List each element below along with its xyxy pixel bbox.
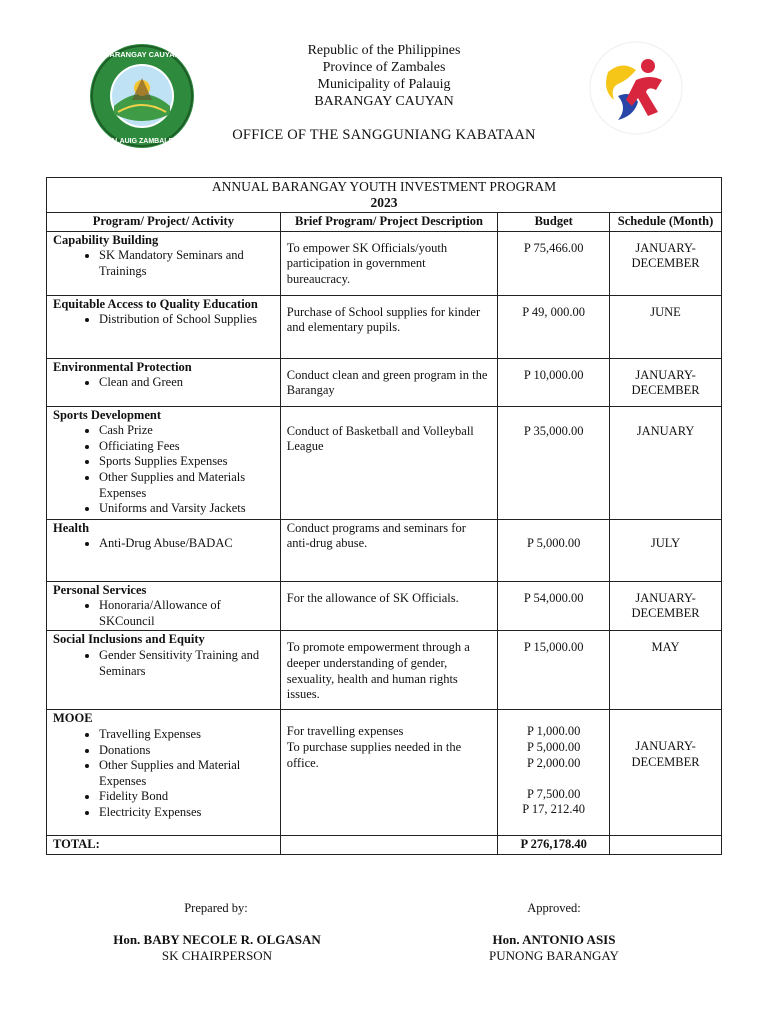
schedule-value: JULY [650,535,681,550]
budget-cell [498,519,610,581]
schedule-cell [610,295,722,358]
table-title-row [47,178,722,213]
column-header-row [47,213,722,232]
table-row [47,406,722,519]
description-cell [280,710,498,836]
schedule-cell [610,231,722,295]
program-description: For the allowance of SK Officials. [286,590,459,605]
prepared-by-label: Prepared by: [184,901,248,915]
budget-cell [498,231,610,295]
program-description: Conduct clean and green program in the Barangay [286,367,488,398]
schedule-cell [610,358,722,406]
budget-value: P 49, 000.00 [522,304,586,319]
budget-cell [498,406,610,519]
activity-item: • Uniforms and Varsity Jackets [99,501,274,517]
activity-item: • SK Mandatory Seminars and Trainings [99,248,274,279]
prepared-by-name: Hon. BABY NECOLE R. OLGASAN [113,932,321,947]
schedule-value: JANUARY- DECEMBER [631,240,700,271]
budget-cell [498,710,610,836]
description-cell [280,295,498,358]
description-cell [280,581,498,631]
activity-item: • Distribution of School Supplies [99,312,274,328]
budget-value: P 5,000.00 [526,535,581,550]
header-line-1: Republic of the Philippines [307,43,461,58]
program-category: MOOE [53,711,93,726]
description-cell [280,519,498,581]
letterhead [0,42,768,110]
activity-list [53,312,274,328]
budget-value: P 35,000.00 [523,423,584,438]
column-header: Budget [498,213,610,232]
activity-item: • Electricity Expenses [99,805,274,821]
prepared-by-block [67,932,367,964]
table-row [47,631,722,710]
activity-item: • Travelling Expenses [99,727,274,743]
budget-value: P 75,466.00 [523,240,584,255]
budget-value: P 10,000.00 [523,367,584,382]
approved-by-title: PUNONG BARANGAY [489,948,619,963]
approved-label: Approved: [527,901,581,915]
table-row [47,519,722,581]
header-line-2: Province of Zambales [322,60,446,75]
activity-item: • Other Supplies and Materials Expenses [99,470,274,501]
budget-cell [498,358,610,406]
budget-cell [498,581,610,631]
column-header: Brief Program/ Project Description [280,213,498,232]
table-title: ANNUAL BARANGAY YOUTH INVESTMENT PROGRAM [211,179,557,194]
program-cell [47,631,281,710]
budget-cell [498,631,610,710]
seal-text-top: BARANGAY CAUYAN [104,50,180,59]
program-description: For travelling expenses To purchase supplies needed in the office. [286,724,462,770]
total-row [47,836,722,855]
column-header: Schedule (Month) [610,213,722,232]
activity-item: • Officiating Fees [99,439,274,455]
total-value: P 276,178.40 [498,836,610,855]
activity-item: • Anti-Drug Abuse/BADAC [99,536,274,552]
prepared-by-title: SK CHAIRPERSON [161,948,273,963]
activity-item: • Donations [99,743,274,759]
description-cell [280,231,498,295]
activity-list [53,648,274,679]
program-cell [47,295,281,358]
program-category: Equitable Access to Quality Education [53,296,258,311]
table-row [47,581,722,631]
schedule-cell [610,710,722,836]
schedule-value: JUNE [650,304,681,319]
schedule-value: JANUARY [636,423,695,438]
activity-list [53,598,274,629]
budget-value: P 15,000.00 [523,640,584,655]
program-cell [47,406,281,519]
schedule-value: JANUARY- DECEMBER [631,367,700,398]
program-category: Capability Building [53,232,159,247]
schedule-cell [610,406,722,519]
program-description: Conduct programs and seminars for anti-drug abuse. [286,520,466,551]
schedule-value: MAY [651,640,680,655]
activity-item: • Fidelity Bond [99,789,274,805]
table-row [47,295,722,358]
program-cell [47,358,281,406]
program-cell [47,581,281,631]
program-category: Personal Services [53,582,147,597]
column-header: Program/ Project/ Activity [47,213,281,232]
activity-list [53,536,274,552]
activity-item: • Clean and Green [99,375,274,391]
schedule-cell [610,631,722,710]
program-description: Purchase of School supplies for kinder and elementary pupils. [286,304,481,335]
table-row [47,358,722,406]
description-cell [280,406,498,519]
activity-item: • Gender Sensitivity Training and Seminars [99,648,274,679]
program-cell [47,710,281,836]
activity-list [53,248,274,279]
activity-item: • Sports Supplies Expenses [99,454,274,470]
activity-list [53,727,274,821]
total-empty-cell [610,836,722,855]
program-cell [47,519,281,581]
program-description: To promote empowerment through a deeper understanding of gender, sexuality, health and human rights issues. [286,640,470,702]
total-label: TOTAL: [47,836,281,855]
budget-value: P 1,000.00 P 5,000.00 P 2,000.00 P 7,500.00 P 17, 212.40 [522,724,586,817]
program-cell [47,231,281,295]
program-description: Conduct of Basketball and Volleyball League [286,423,474,454]
description-cell [280,358,498,406]
activity-item: • Honoraria/Allowance of SKCouncil [99,598,274,629]
schedule-value: JANUARY- DECEMBER [631,739,700,769]
header-line-4: BARANGAY CAUYAN [314,94,454,109]
schedule-cell [610,519,722,581]
table-year: 2023 [370,195,398,210]
investment-program-table [46,177,722,855]
program-category: Environmental Protection [53,359,192,374]
program-category: Health [53,520,90,535]
schedule-value: JANUARY- DECEMBER [631,590,700,621]
table-row [47,710,722,836]
budget-value: P 54,000.00 [523,590,584,605]
schedule-cell [610,581,722,631]
approved-by-block [404,932,704,964]
total-empty-cell [280,836,498,855]
activity-list [53,423,274,517]
office-title: OFFICE OF THE SANGGUNIANG KABATAAN [232,127,536,143]
program-description: To empower SK Officials/youth participation in government bureaucracy. [286,240,448,286]
activity-item: • Cash Prize [99,423,274,439]
table-title-cell [47,178,722,213]
activity-list [53,375,274,391]
description-cell [280,631,498,710]
table-row [47,231,722,295]
header-line-3: Municipality of Palauig [317,77,451,92]
seal-text-bottom: PALAUIG ZAMBALES [106,138,178,145]
budget-cell [498,295,610,358]
program-category: Social Inclusions and Equity [53,632,205,647]
activity-item: • Other Supplies and Material Expenses [99,758,274,789]
program-category: Sports Development [53,407,161,422]
approved-by-name: Hon. ANTONIO ASIS [492,932,616,947]
